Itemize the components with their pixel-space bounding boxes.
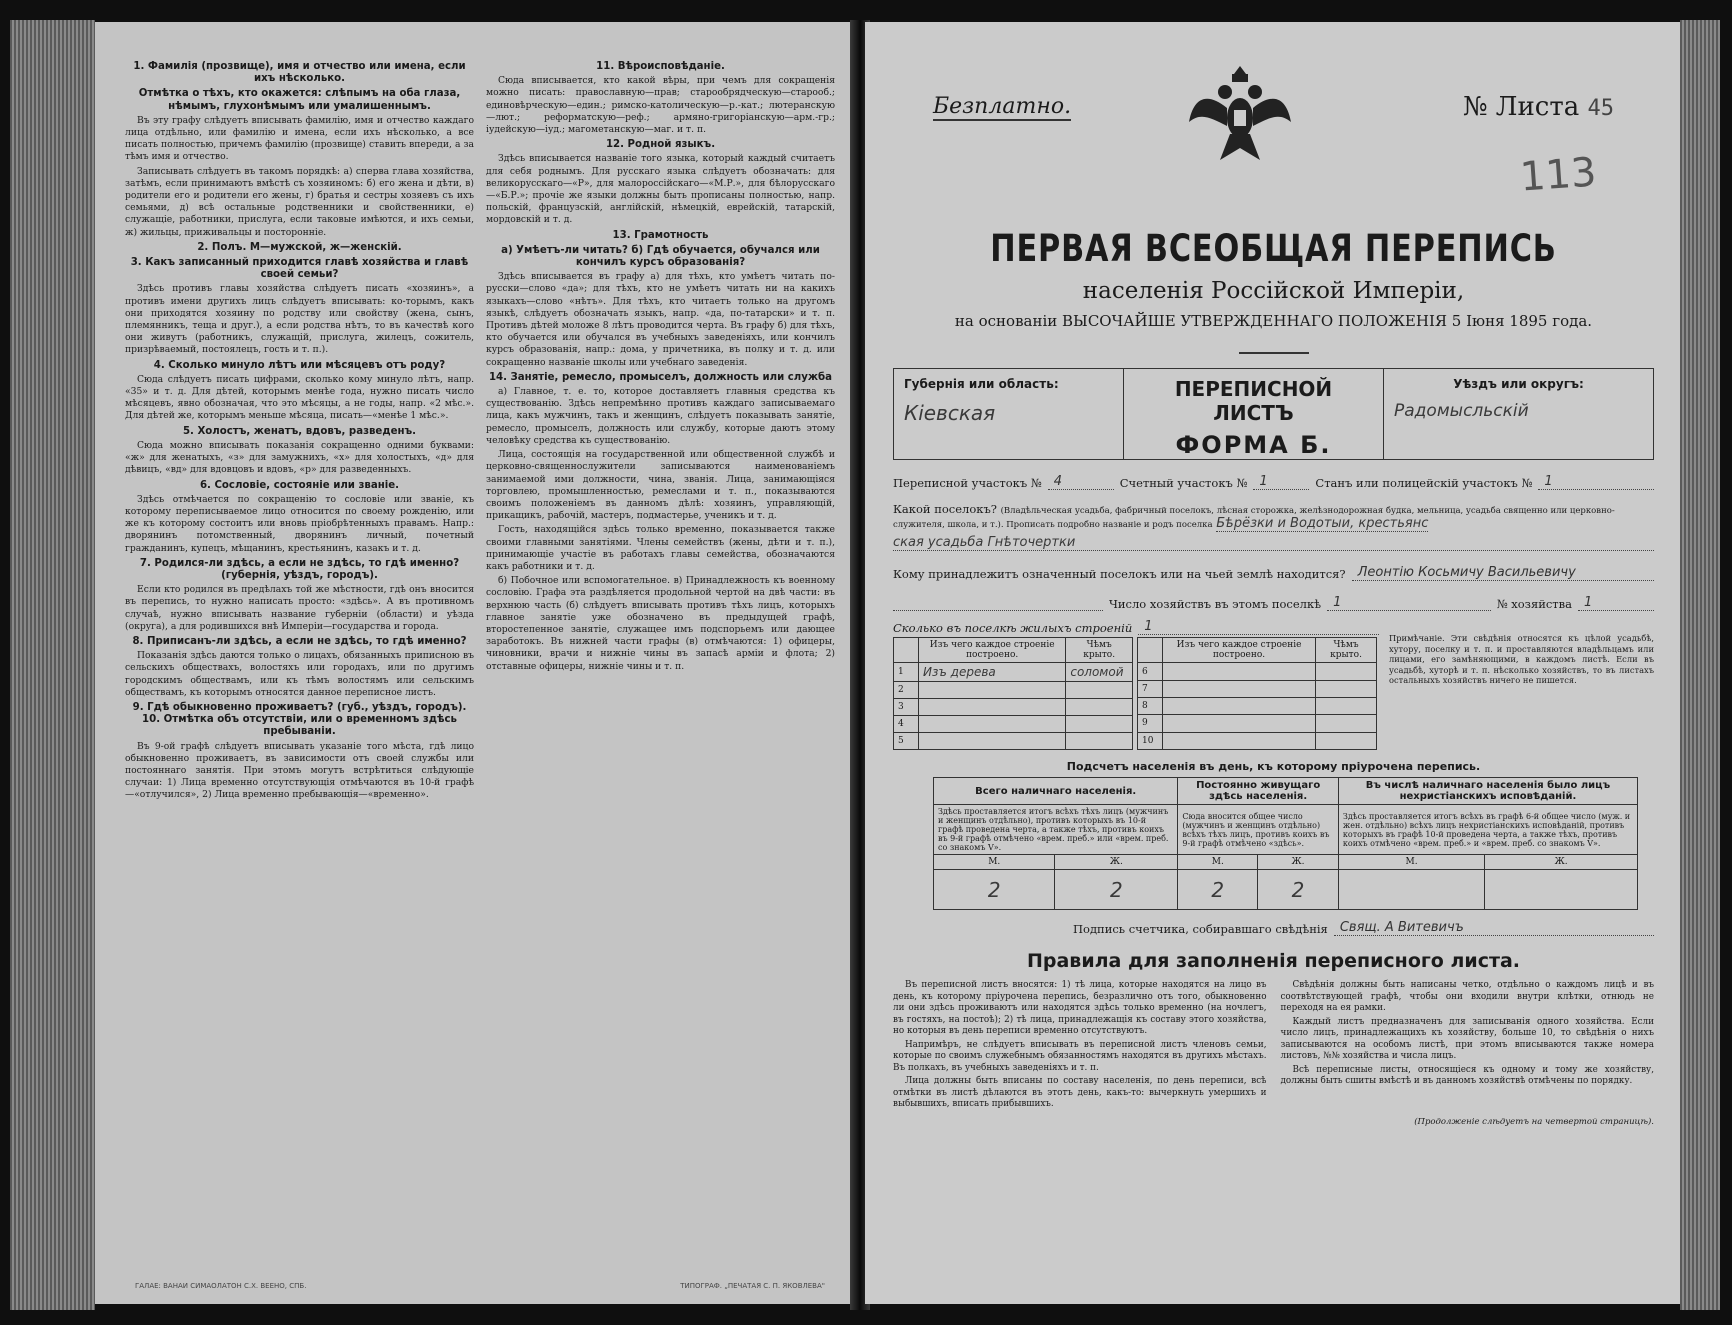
list-title: ПЕРЕПИСНОЙ ЛИСТЪ [1174,377,1333,425]
divider [1239,352,1309,354]
rule-paragraph: Лица должны быть вписаны по составу населенія, по день переписи, всѣ отмѣтки въ листѣ дѣлаются въ этотъ день, какъ-то: вычеркнуть умершихъ и выбывшихъ, вписать прибывшихъ. [893,1076,1267,1109]
building-roof [1066,699,1133,716]
buildings-table-right [1137,637,1377,750]
poselok-value-2: ская усадьба Гнѣточертки [893,535,1654,551]
rules-columns [893,980,1654,1113]
right-page [865,22,1680,1304]
printer-imprint-right: ТИПОГРАФ. „ПЕЧАТАЯ С. П. ЯКОВЛЕВА" [680,1282,825,1290]
schetny-value: 1 [1253,474,1309,490]
building-material [919,716,1066,733]
instruction-paragraph: а) Главное, т. е. то, которое доставляетъ главныя средства къ существованію. Здѣсь непремѣнно противъ каждаго записываемаго лица, какъ мужчинъ, такъ и женщинъ, слѣдуетъ показывать занятіе, ремесло, промыселъ, должность или службу, которые даютъ этому человѣку средства къ существованію. [486,386,835,446]
instruction-paragraph: Здѣсь вписывается названіе того языка, который каждый считаетъ для себя роднымъ. Для русскаго языка слѣдуетъ обозначать: для великорусскаго—«Р», для малороссійскаго—«М.Р.», для бѣлорусскаго—«Б.Р.»; прочіе же языки должны быть прописаны полностью, напр. польскій, французскій, англійскій, нѣмецкій, еврейскій, татарскій, мордовскій и т. д. [486,153,835,226]
buildings-row [893,619,1379,635]
building-number: 3 [894,699,919,716]
instruction-heading: Отмѣтка о тѣхъ, кто окажется: слѣпымъ на оба глаза, нѣмымъ, глухонѣмымъ или умалишеннымъ. [138,88,461,112]
building-row [1138,663,1377,680]
buildings-note: Примѣчаніе. Эти свѣдѣнія относятся къ цѣлой усадьбѣ, хутору, поселку и т. п. и проставляются владѣльцамъ или лицами, его замѣняющими, в каждомъ листѣ. Если въ усадьбѣ, хуторѣ и т. п. нѣсколько хозяйствъ, то въ листахъ остальныхъ хозяйствъ ничего не пишется. [1389,633,1654,685]
col-roof: Чѣмъ крыто. [1066,638,1133,663]
left-page [95,22,855,1304]
rule-paragraph: Свѣдѣнія должны быть написаны четко, отдѣльно о каждомъ лицѣ и въ соотвѣтствующей графѣ, чтобы они входили внутри клѣтки, отнюдь не переходя на ея рамки. [1280,980,1654,1013]
instructions-column-1 [125,58,474,1284]
building-row [1138,732,1377,749]
rule-paragraph: Каждый листъ предназначенъ для записыванія одного хозяйства. Если число лицъ, принадлежащихъ къ хозяйству, больше 10, то свѣдѣнія о нихъ записываются на особомъ листѣ, при этомъ вписываются также номера листовъ, №№ хозяйства и числа лицъ. [1280,1016,1654,1061]
page-stack-right [1680,20,1720,1310]
buildings-label: Сколько въ поселкѣ жилыхъ строеній [893,621,1133,635]
uezd-value: Радомысльскій [1394,401,1529,421]
count-value [1485,870,1638,910]
building-number: 9 [1138,715,1163,732]
instruction-paragraph: Сюда можно вписывать показанія сокращенно одними буквами: «ж» для женатыхъ, «з» для замужнихъ, «х» для холостыхъ, «д» для дѣвицъ, «вд» для вдовцовъ и вдовъ, «р» для разведенныхъ. [125,439,474,476]
building-row [894,699,1133,716]
household-no-label: № хозяйства [1496,597,1572,611]
owner-row [893,565,1654,581]
uezd-label: Уѣздъ или округъ: [1453,377,1584,391]
zh-label: Ж. [1485,855,1638,870]
building-roof [1066,716,1133,733]
owner-value: Леонтію Косьмичу Васильевичу [1352,565,1654,581]
printer-imprint-left: ГАЛАЕ: ВАНАИ СИМАОЛАТОН С.Х. ВЕЕНО, СПБ. [135,1282,307,1290]
instruction-paragraph: Здѣсь вписывается въ графу а) для тѣхъ, кто умѣетъ читать по-русски—слово «да»; для тѣхъ, кто не умѣетъ читать ни на какихъ языкахъ—слово «нѣтъ». Для тѣхъ, кто читаетъ только на другомъ языкѣ, слѣдуетъ обозначать языкъ, напр. «да, по-татарски» и т. п. Противъ дѣтей моложе 8 лѣтъ проводится черта. Въ графу б) для тѣхъ, кто обучается или обучался въ учебныхъ заведеніяхъ, или кончилъ курсъ образованія, напр.: дома, у причетника, въ полку и т. д. или сокращенно названіе школы или учебнаго заведенія. [486,271,835,368]
households-row [893,595,1654,611]
count-d3: Здѣсь проставляется итогъ всѣхъ въ графѣ 6-й общее число (муж. и жен. отдѣльно) всѣхъ лицъ нехристіанскихъ исповѣданій, противъ которыхъ въ графѣ 10-й проведена черта, а также тѣхъ, противъ коихъ отмѣчено «врем. преб.» и «врем. преб. со знакомъ V». [1338,805,1637,855]
population-count-table [933,777,1638,910]
instruction-heading: 1. Фамилія (прозвище), имя и отчество или имена, если ихъ нѣсколько. [133,61,466,85]
instruction-heading: 12. Родной языкъ. [605,139,716,151]
building-row [894,663,1133,682]
handwritten-page-number: 113 [1518,149,1598,201]
instruction-paragraph: Сюда вписывается, кто какой вѣры, при чемъ для сокращенія можно писать: православную—прав; старообрядческую—старооб.; единовѣрческую—един.; римско-католическую—р.-кат.; лютеранскую—лют.; реформатскую—реф.; армяно-григоріанскую—арм.-гр.; іудейскую—іуд.; магометанскую—маг. и т. п. [486,75,835,136]
instruction-heading: 4. Сколько минуло лѣтъ или мѣсяцевъ отъ роду? [153,359,446,371]
sheet-number-label: № Листа [1462,92,1580,122]
poselok-note: (Владѣльческая усадьба, фабричный поселокъ, лѣсная сторожка, желѣзнодорожная будка, мельница, усадьба священно или церковно-служителя, школа, и т.). Прописать подробно названіе и родъ поселка [893,506,1615,530]
instruction-heading: 7. Родился-ли здѣсь, а если не здѣсь, то гдѣ именно? (губернія, уѣздъ, городъ). [139,557,460,581]
m-label: М. [1338,855,1484,870]
poselok-value-1: Бѣрёзки и Водотыи, крестьянс [1216,516,1429,531]
instruction-paragraph: Показанія здѣсь даются только о лицахъ, обязанныхъ приписною въ сельскихъ обществахъ, волостяхъ или городахъ, или по другимъ городскимъ обществамъ, или къ тѣмъ волостямъ или сельскимъ обществамъ, къ которымъ относятся данное переписное листъ. [125,650,474,698]
form-title-cell [1124,369,1384,459]
uezd-cell [1384,369,1653,459]
building-number: 7 [1138,680,1163,697]
instructions-column-2 [486,58,835,1284]
building-roof [1066,682,1133,699]
count-value: 2 [1258,870,1339,910]
page-stack-left [10,20,95,1310]
gubernia-value: Кіевская [904,401,996,425]
zh-label: Ж. [1055,855,1178,870]
households-label: Число хозяйствъ въ этомъ поселкѣ [1109,597,1322,611]
instruction-heading: 8. Приписанъ-ли здѣсь, а если не здѣсь, то гдѣ именно? [132,635,467,647]
instruction-heading: а) Умѣетъ-ли читать? б) Гдѣ обучается, обучался или кончилъ курсъ образованія? [501,244,820,269]
instruction-paragraph: Гость, находящійся здѣсь только временно, показывается также своими главными занятіями. Члены семействъ (жены, дѣти и т. п.), принимающіе участіе въ работахъ главы семейства, обозначаются какъ работники и т. д. [486,524,835,572]
rules-continued: (Продолженіе слѣдуетъ на четвертой страницѣ). [1414,1116,1654,1127]
owner-label: Кому принадлежитъ означенный поселокъ или на чьей землѣ находится? [893,567,1346,581]
poselok-block [893,502,1654,551]
count-d2: Сюда вносится общее число (мужчинъ и женщинъ отдѣльно) всѣхъ тѣхъ лицъ, противъ коихъ въ 9-й графѣ отмѣчено «здѣсь». [1178,805,1339,855]
gubernia-label: Губернія или область: [904,377,1059,391]
census-decree-line: на основаніи ВЫСОЧАЙШЕ УТВЕРЖДЕННАГО ПОЛОЖЕНІЯ 5 Іюня 1895 года. [954,312,1593,330]
count-value: 2 [1055,870,1178,910]
uchastok-row [893,474,1654,490]
buildings-table-left [893,637,1133,750]
instruction-heading: 11. Вѣроисповѣданіе. [596,61,725,72]
imperial-eagle-icon [1185,60,1295,170]
instruction-heading: 14. Занятіе, ремесло, промыселъ, должность или служба [488,371,833,383]
sheet-number [1463,92,1614,122]
instruction-paragraph: б) Побочное или вспомогательное. в) Принадлежность къ военному сословію. Графа эта раздѣляется продольной чертой на двѣ части: въ верхнюю часть (б) слѣдуетъ вписывать противъ тѣхъ лицъ, которыхъ главное занятіе уже обозначено въ предыдущей графѣ, второстепенное занятіе, служащее имъ подспорьемъ или дающее заработокъ. Въ нижней части графы (в) отмѣчаются: 1) офицеры, чиновники, врачи и нижніе чины въ запасѣ арміи и флота; 2) отставные офицеры, нижніе чины и т. п. [486,575,835,672]
instruction-paragraph: Въ эту графу слѣдуетъ вписывать фамилію, имя и отчество каждаго лица отдѣльно, или фамилію и имена, если ихъ нѣсколько, а все писать полностью, причемъ фамилію (прозвище) ставить впереди, а за тѣмъ имя и отчество. [125,114,474,163]
stan-label: Станъ или полицейскій участокъ № [1315,476,1533,490]
building-number: 1 [894,663,919,682]
buildings-section [893,619,1654,750]
building-material [919,733,1066,750]
building-material [919,682,1066,699]
rule-paragraph: Напримѣръ, не слѣдуетъ вписывать въ переписной листъ членовъ семьи, которые по своимъ служебнымъ обязанностямъ находятся въ другихъ мѣстахъ. Въ полкахъ, въ учебныхъ заведеніяхъ и т. п. [893,1039,1267,1073]
rule-paragraph: Всѣ переписные листы, относящіеся къ одному и тому же хозяйству, должны быть сшиты вмѣстѣ и въ данномъ хозяйствѣ отмѣчены по порядку. [1280,1064,1654,1086]
count-h2: Постоянно живущаго здѣсь населенія. [1178,778,1339,805]
signature-row [1073,920,1654,936]
signature-value: Свящ. А Витевичъ [1334,920,1654,936]
building-number: 5 [894,733,919,750]
count-value [1338,870,1484,910]
gubernia-cell [894,369,1124,459]
building-number: 4 [894,716,919,733]
building-number: 2 [894,682,919,699]
schetny-label: Счетный участокъ № [1119,476,1248,490]
rules-title: Правила для заполненія переписного листа. [1026,950,1521,972]
building-row [894,682,1133,699]
instruction-paragraph: Записывать слѣдуетъ въ такомъ порядкѣ: а) сперва глава хозяйства, затѣмъ, если принимаютъ вмѣстѣ съ хозяиномъ: б) его жена и дѣти, в) родители его и родители его жены, г) братья и сестры хозяевъ съ ихъ семьями, д) всѣ остальные родственники и свойственники, е) служащіе, работники, прислуга, если таковые имѣются, и ихъ семьи, ж) жильцы, приживальцы и посторонніе. [125,165,474,238]
building-material [919,699,1066,716]
col-roof-2: Чѣмъ крыто. [1316,638,1377,663]
building-row [1138,715,1377,732]
instruction-heading: 5. Холостъ, женатъ, вдовъ, разведенъ. [182,425,417,437]
stan-value: 1 [1538,474,1654,490]
building-number: 6 [1138,663,1163,680]
instruction-paragraph: Въ 9-ой графѣ слѣдуетъ вписывать указаніе того мѣста, гдѣ лицо обыкновенно проживаетъ, въ зависимости отъ своей службы или постояннаго занятія. При этомъ могутъ встрѣтиться слѣдующіе случаи: 1) Лица временно отсутствующія отмѣчаются въ 10-й графѣ—«отлучился», 2) Лица временно пребывающія—«временно». [125,740,474,801]
signature-label: Подпись счетчика, собиравшаго свѣдѣнія [1073,922,1328,936]
count-title: Подсчетъ населенія въ день, къ которому пріурочена перепись. [1066,760,1481,773]
rule-paragraph: Въ переписной листъ вносятся: 1) тѣ лица, которые находятся на лицо въ день, къ которому пріурочена перепись, безразлично отъ того, обыкновенно ли они здѣсь проживаютъ или находятся здѣсь только временно (на ночлегъ, въ гостяхъ, на постоѣ); 2) тѣ лица, принадлежащія къ составу этого хозяйства, но которыя въ день переписи временно отсутствуютъ. [893,980,1267,1036]
building-roof: соломой [1066,663,1133,682]
instruction-heading: 2. Полъ. М—мужской, ж—женскій. [197,241,402,253]
instruction-heading: 6. Сословіе, состояніе или званіе. [199,479,400,491]
instruction-heading: 3. Какъ записанный приходится главѣ хозяйства и главѣ своей семьи? [130,257,469,281]
sheet-number-value: 45 [1587,96,1614,121]
count-h3: Въ числѣ наличнаго населенія было лицъ нехристіанскихъ исповѣданій. [1338,778,1637,805]
census-title: ПЕРВАЯ ВСЕОБЩАЯ ПЕРЕПИСЬ [990,227,1557,270]
free-label: Безплатно. [933,94,1072,119]
rules-column-2 [1281,980,1655,1113]
household-no-value: 1 [1578,595,1654,611]
building-number: 8 [1138,698,1163,715]
buildings-value: 1 [1138,619,1379,635]
m-label: М. [1178,855,1258,870]
poselok-label: Какой поселокъ? [893,502,997,516]
col-material: Изъ чего каждое строеніе построено. [919,638,1066,663]
instruction-heading: 9. Гдѣ обыкновенно проживаетъ? (губ., уѣздъ, городъ). 10. Отмѣтка объ отсутствіи, или о временномъ здѣсь пребываніи. [132,701,467,738]
count-h1: Всего наличнаго населенія. [934,778,1178,805]
count-value: 2 [934,870,1055,910]
building-row [894,733,1133,750]
perepisnoy-label: Переписной участокъ № [893,476,1042,490]
form-header-box [893,368,1654,460]
building-row [1138,680,1377,697]
m-label: М. [934,855,1055,870]
building-material: Изъ дерева [919,663,1066,682]
households-value: 1 [1327,595,1491,611]
count-d1: Здѣсь проставляется итогъ всѣхъ тѣхъ лицъ (мужчинъ и женщинъ отдѣльно), противъ которыхъ въ 10-й графѣ проведена черта, а также тѣхъ, противъ коихъ въ 9-й графѣ отмѣчено «врем. преб.» или «врем. преб. со знакомъ V». [934,805,1178,855]
building-number: 10 [1138,732,1163,749]
instruction-heading: 13. Грамотность [612,229,709,241]
instruction-paragraph: Сюда слѣдуетъ писать цифрами, сколько кому минуло лѣтъ, напр. «35» и т. д. Для дѣтей, которымъ менѣе года, нужно писать число мѣсяцевъ, явно обозначая, что это мѣсяцы, а не годы, напр. «2 мѣс.». Для дѣтей же, которымъ меньше мѣсяца, писать—«менѣе 1 мѣс.». [125,373,474,422]
instruction-paragraph: Здѣсь противъ главы хозяйства слѣдуетъ писать «хозяинъ», а противъ имени другихъ лицъ слѣдуетъ вписывать: ко-торымъ, какъ они приходятся хозяину по родству или свойству (жена, сынъ, племянникъ, теща и друг.), а если родства нѣтъ, то въ качествѣ кого они живутъ (работникъ, служащій, прислуга, жилецъ, сожитель, призрѣваемый, постоялецъ, гость и т. п.). [125,283,474,356]
instruction-paragraph: Здѣсь отмѣчается по сокращенію то сословіе или званіе, къ которому переписываемое лицо относится по своему рожденію, или же къ которому состоитъ или вновь пріобрѣтенныхъ правамъ. Напр.: дворянинъ потомственный, дворянинъ личный, почетный гражданинъ, купецъ, мѣщанинъ, крестьянинъ, казакъ и т. д. [125,493,474,554]
zh-label: Ж. [1258,855,1339,870]
count-value: 2 [1178,870,1258,910]
building-row [894,716,1133,733]
building-row [1138,698,1377,715]
col-material-2: Изъ чего каждое строеніе построено. [1163,638,1316,663]
instruction-paragraph: Если кто родился въ предѣлахъ той же мѣстности, гдѣ онъ вносится въ перепись, то нужно написать просто: «здѣсь». А въ противномъ случаѣ, нужно вписывать название губерніи (области) и уѣзда (округа), а для родившихся внѣ Имперіи—государства и города. [125,584,474,632]
rules-column-1 [893,980,1267,1113]
building-roof [1066,733,1133,750]
census-subtitle: населенія Россійской Имперіи, [1082,278,1465,304]
form-label: ФОРМА Б. [1175,431,1332,459]
perepisnoy-value: 4 [1048,474,1114,490]
instruction-paragraph: Лица, состоящія на государственной или общественной службѣ и церковно-священнослужители записываются наименованіемъ занимаемой ими должности, чина, званія. Лица, занимающіяся торговлею, промышленностью, ремеслами и т. п., показываются своимъ положеніемъ въ данномъ дѣлѣ: хозяинъ, управляющій, прикащикъ, рабочій, мастеръ, подмастерье, ученикъ и т. д. [486,449,835,522]
